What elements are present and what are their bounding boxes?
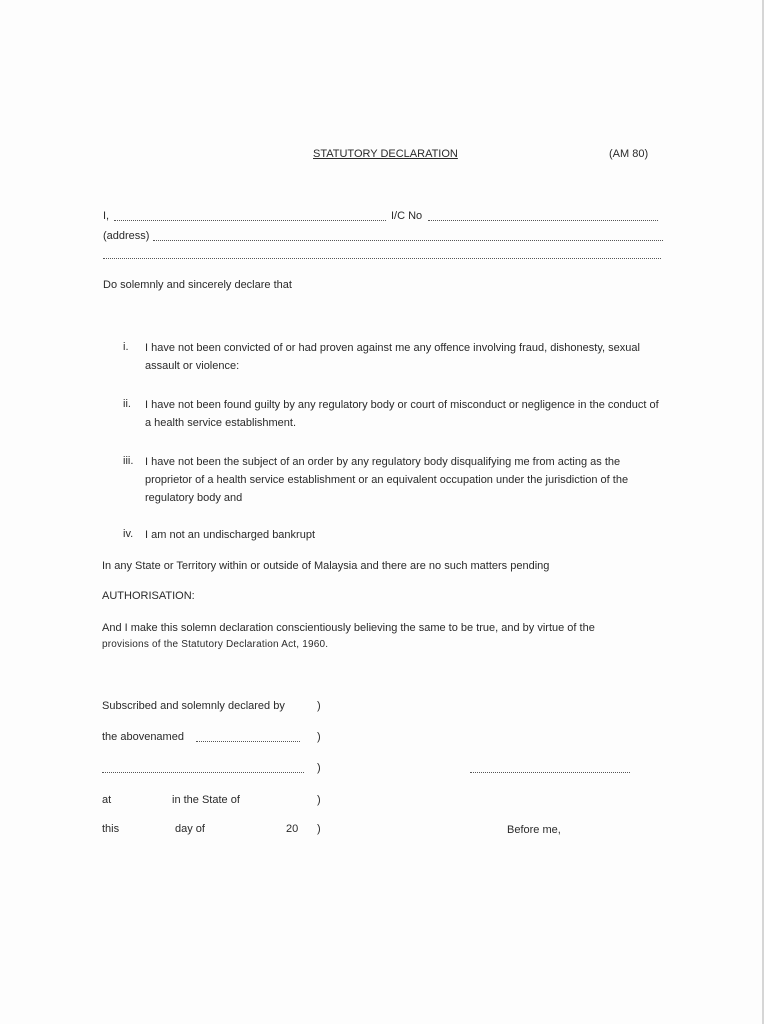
item-number: i. — [123, 341, 129, 353]
declarant-signature-line[interactable] — [102, 772, 304, 773]
item-text: I have not been convicted of or had proven against me any offence involving fraud, dishonesty, sexual assault or violence: — [145, 342, 640, 372]
address-label: (address) — [103, 230, 150, 242]
i-label: I, — [103, 210, 110, 222]
commissioner-signature-line[interactable] — [470, 772, 630, 773]
abovenamed-label: the abovenamed — [102, 731, 184, 743]
bracket: ) — [317, 823, 321, 835]
bracket: ) — [317, 794, 321, 806]
document-title: STATUTORY DECLARATION — [313, 148, 458, 160]
bracket: ) — [317, 731, 321, 743]
name-field-line[interactable] — [114, 220, 386, 221]
item-number: ii. — [123, 398, 131, 410]
before-me-label: Before me, — [507, 824, 561, 836]
item-text: I am not an undischarged bankrupt — [145, 529, 316, 541]
jurisdiction-text: In any State or Territory within or outside of Malaysia and there are no such matters pending — [102, 560, 550, 572]
item-text: I have not been the subject of an order by any regulatory body disqualifying me from acting as the proprietor of a health service establishment or an equivalent occupation under the jurisdiction of the regulatory body and — [145, 456, 629, 504]
subscribed-label: Subscribed and solemnly declared by — [102, 700, 285, 712]
day-of-label: day of — [175, 823, 205, 835]
bracket: ) — [317, 762, 321, 774]
intro-text: Do solemnly and sincerely declare that — [103, 279, 292, 291]
ic-field-line[interactable] — [428, 220, 658, 221]
form-code: (AM 80) — [609, 148, 649, 160]
item-number: iv. — [123, 528, 134, 540]
ic-label: I/C No — [391, 210, 423, 222]
this-label: this — [102, 823, 120, 835]
authorisation-line-2: provisions of the Statutory Declaration Act, 1960. — [102, 639, 329, 650]
address-field-line[interactable] — [153, 240, 663, 241]
authorisation-heading: AUTHORISATION: — [102, 590, 195, 602]
at-label: at — [102, 794, 112, 806]
authorisation-line-1: And I make this solemn declaration conscientiously believing the same to be true, and by virtue of the — [102, 622, 595, 634]
bracket: ) — [317, 700, 321, 712]
item-text: I have not been found guilty by any regulatory body or court of misconduct or negligence in the conduct of a health service establishment. — [145, 399, 659, 429]
item-number: iii. — [123, 455, 134, 467]
state-of-label: in the State of — [172, 794, 240, 806]
year-label: 20 — [286, 823, 299, 835]
abovenamed-field-line[interactable] — [196, 741, 300, 742]
address-field-line-2[interactable] — [103, 258, 661, 259]
